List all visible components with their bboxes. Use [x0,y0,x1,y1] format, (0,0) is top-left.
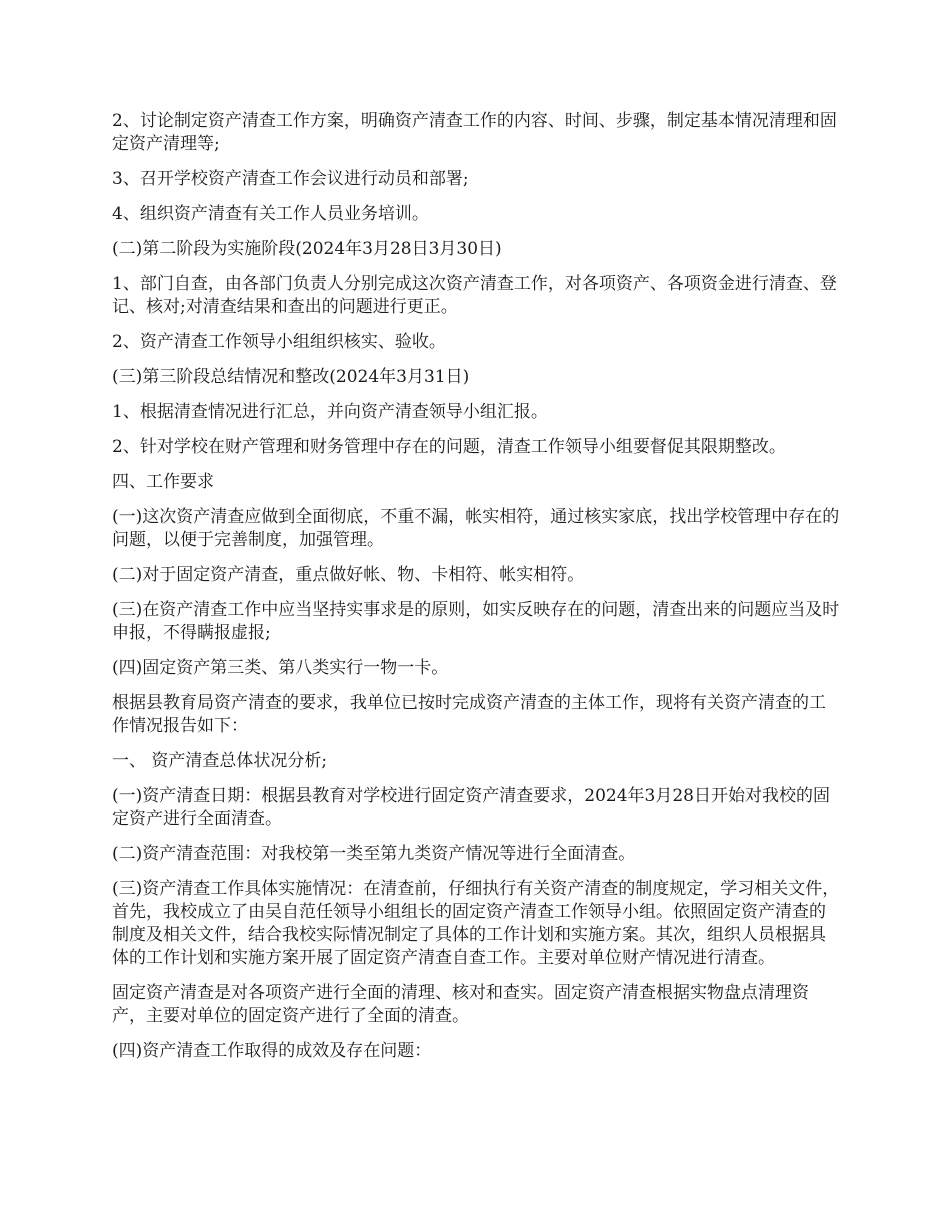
paragraph: (二)资产清查范围：对我校第一类至第九类资产情况等进行全面清查。 [112,844,636,864]
paragraph: (一)这次资产清查应做到全面彻底，不重不漏，帐实相符，通过核实家底，找出学校管理中存在的问题，以便于完善制度，加强管理。 [112,507,840,550]
paragraph: (三)在资产清查工作中应当坚持实事求是的原则，如实反映存在的问题，清查出来的问题应当及时申报，不得瞒报虚报; [112,600,840,643]
paragraph: (二)对于固定资产清查，重点做好帐、物、卡相符、帐实相符。 [112,565,585,585]
section-heading: (三)第三阶段总结情况和整改(2024年3月31日) [112,367,470,387]
section-heading: 四、工作要求 [112,472,214,492]
section-heading: (二)第二阶段为实施阶段(2024年3月28日3月30日) [112,239,502,259]
paragraph: 1、根据清查情况进行汇总，并向资产清查领导小组汇报。 [112,402,548,422]
paragraph: (四)资产清查工作取得的成效及存在问题： [112,1041,432,1061]
paragraph: 2、资产清查工作领导小组组织核实、验收。 [112,332,446,352]
paragraph: 根据县教育局资产清查的要求，我单位已按时完成资产清查的主体工作，现将有关资产清查的工作情况报告如下： [112,693,826,736]
section-heading: 一、 资产清查总体状况分析; [112,751,328,771]
paragraph: 固定资产清查是对各项资产进行全面的清理、核对和查实。固定资产清查根据实物盘点清理资产，主要对单位的固定资产进行了全面的清查。 [112,983,809,1026]
document-body [112,110,840,1075]
paragraph: (四)固定资产第三类、第八类实行一物一卡。 [112,658,449,678]
paragraph: (三)资产清查工作具体实施情况：在清查前，仔细执行有关资产清查的制度规定，学习相关文件，首先，我校成立了由吴自范任领导小组组长的固定资产清查工作领导小组。依照固定资产清查的制度及相关文件，结合我校实际情况制定了具体的工作计划和实施方案。其次，组织人员根据具体的工作计划和实施方案开展了固定资产清查自查工作。主要对单位财产情况进行清查。 [112,879,840,968]
paragraph: 1、部门自查，由各部门负责人分别完成这次资产清查工作，对各项资产、各项资金进行清查、登记、核对;对清查结果和查出的问题进行更正。 [112,274,837,317]
paragraph: 4、组织资产清查有关工作人员业务培训。 [112,204,429,224]
paragraph: 2、针对学校在财产管理和财务管理中存在的问题，清查工作领导小组要督促其限期整改。 [112,437,786,457]
paragraph: 2、讨论制定资产清查工作方案，明确资产清查工作的内容、时间、步骤，制定基本情况清理和固定资产清理等; [112,111,837,154]
paragraph: 3、召开学校资产清查工作会议进行动员和部署; [112,169,469,189]
paragraph: (一)资产清查日期：根据县教育对学校进行固定资产清查要求，2024年3月28日开始对我校的固定资产进行全面清查。 [112,786,830,829]
